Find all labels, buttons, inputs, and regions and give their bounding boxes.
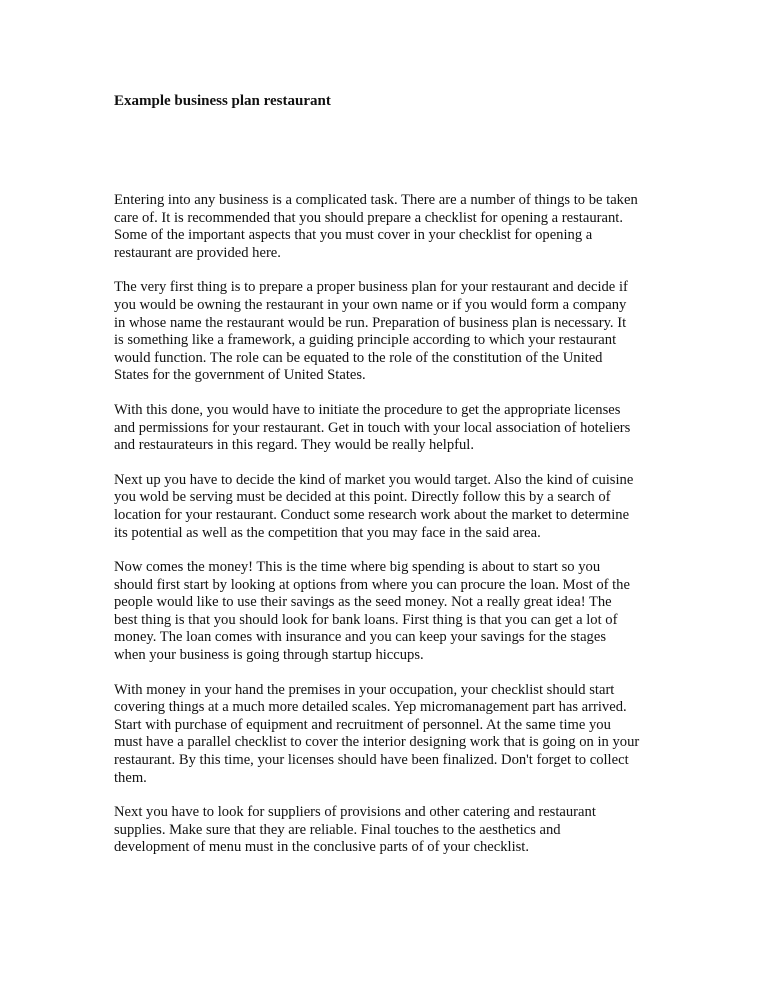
text-line: and permissions for your restaurant. Get in touch with your local association of hoteliers [114, 419, 631, 436]
text-line: money. The loan comes with insurance and you can keep your savings for the stages [114, 629, 606, 646]
text-line: would function. The role can be equated to the role of the constitution of the United [114, 349, 603, 366]
text-line: Now comes the money! This is the time where big spending is about to start so you [114, 559, 601, 576]
text-line: covering things at a much more detailed scales. Yep micromanagement part has arrived. [114, 699, 627, 716]
document-title: Example business plan restaurant [114, 93, 331, 109]
text-line: States for the government of United States. [114, 367, 366, 384]
text-line: Entering into any business is a complicated task. There are a number of things to be taken [114, 192, 638, 208]
text-line: them. [114, 769, 147, 786]
text-line: is something like a framework, a guiding principle according to which your restaurant [114, 332, 617, 349]
text-line: people would like to use their savings as the seed money. Not a really great idea! The [114, 594, 612, 611]
text-line: should first start by looking at options from where you can procure the loan. Most of the [114, 576, 630, 593]
paragraph-7 [114, 804, 674, 857]
text-line: location for your restaurant. Conduct some research work about the market to determine [114, 506, 630, 523]
text-line: The very first thing is to prepare a proper business plan for your restaurant and decide if [114, 279, 628, 296]
paragraph-1 [114, 192, 674, 262]
text-line: restaurant. By this time, your licenses should have been finalized. Don't forget to collect [114, 752, 629, 769]
paragraph-5 [114, 559, 674, 665]
document-body [114, 192, 674, 874]
paragraph-3 [114, 402, 674, 455]
paragraph-2 [114, 279, 674, 385]
text-line: Some of the important aspects that you must cover in your checklist for opening a [114, 227, 593, 244]
text-line: you would be owning the restaurant in your own name or if you would form a company [114, 296, 627, 313]
text-line: its potential as well as the competition that you may face in the said area. [114, 524, 541, 541]
text-line: and restaurateurs in this regard. They would be really helpful. [114, 437, 474, 454]
text-line: Start with purchase of equipment and recruitment of personnel. At the same time you [114, 716, 611, 733]
text-line: supplies. Make sure that they are reliable. Final touches to the aesthetics and [114, 821, 561, 838]
text-line: restaurant are provided here. [114, 244, 281, 261]
text-line: best thing is that you should look for bank loans. First thing is that you can get a lot of [114, 611, 618, 628]
text-line: Next up you have to decide the kind of market you would target. Also the kind of cuisine [114, 471, 634, 488]
text-line: With money in your hand the premises in your occupation, your checklist should start [114, 681, 615, 698]
text-line: With this done, you would have to initiate the procedure to get the appropriate licenses [114, 401, 621, 418]
text-line: care of. It is recommended that you should prepare a checklist for opening a restaurant. [114, 209, 623, 226]
paragraph-4 [114, 472, 674, 542]
paragraph-6 [114, 682, 674, 788]
text-line: Next you have to look for suppliers of provisions and other catering and restaurant [114, 804, 596, 821]
text-line: development of menu must in the conclusive parts of of your checklist. [114, 839, 530, 856]
text-line: must have a parallel checklist to cover the interior designing work that is going on in your [114, 734, 640, 751]
text-line: you wold be serving must be decided at this point. Directly follow this by a search of [114, 489, 611, 506]
text-line: in whose name the restaurant would be run. Preparation of business plan is necessary. It [114, 314, 627, 331]
text-line: when your business is going through startup hiccups. [114, 647, 424, 664]
